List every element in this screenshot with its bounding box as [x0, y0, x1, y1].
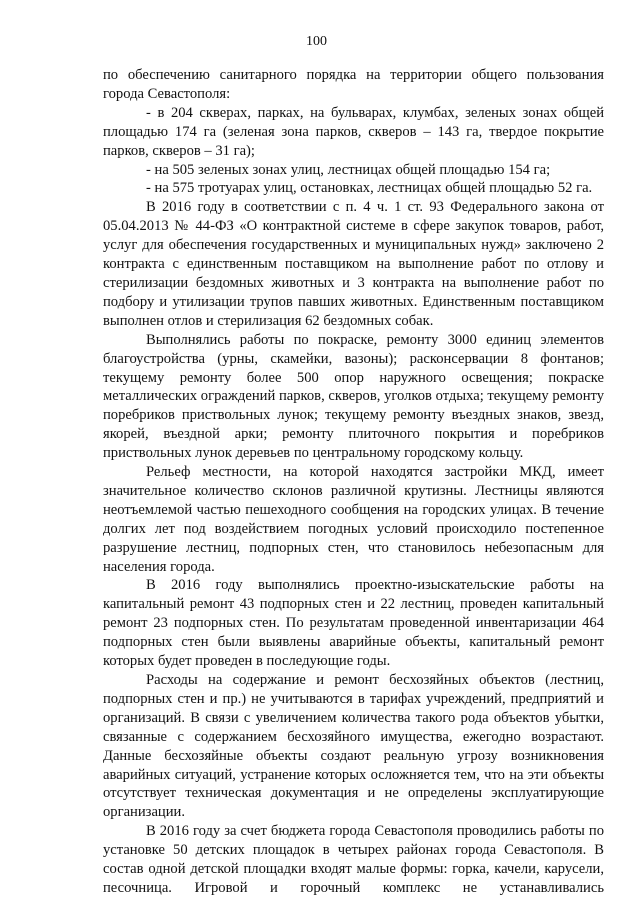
paragraph-playgrounds: В 2016 году за счет бюджета города Севастополя проводились работы по установке 50 детских площадок в четырех районах города Севастополя. В состав одной детской площадки входят малые формы: горка, качели, карусели, песочница. Игровой и горочный комплекс не устанавливались — [103, 823, 604, 896]
paragraph-green-zones-list-item: - на 505 зеленых зонах улиц, лестницах общей площадью 154 га; — [146, 161, 551, 178]
paragraph-sanitary-intro: по обеспечению санитарного порядка на территории общего пользования города Севастополя: — [103, 67, 604, 102]
page-body — [103, 66, 604, 898]
page-number: 100 — [306, 34, 327, 49]
paragraph-parks-list-item: - в 204 скверах, парках, на бульварах, клумбах, зеленых зонах общей площадью 174 га (зеленая зона парков, скверов – 143 га, твердое покрытие парков, скверов – 31 га); — [103, 104, 604, 159]
paragraph-retaining-walls: В 2016 году выполнялись проектно-изыскательские работы на капитальный ремонт 43 подпорных стен и 22 лестниц, проведен капитальный ремонт 23 подпорных стен. По результатам проведенной инвентаризации 464 подпорных стен были выявлены аварийные объекты, капитальный ремонт которых будет проведен в последующие годы. — [103, 577, 604, 670]
paragraph-ownerless-objects: Расходы на содержание и ремонт бесхозяйных объектов (лестниц, подпорных стен и пр.) не учитываются в тарифах учреждений, предприятий и организаций. В связи с увеличением количества такого рода объектов убытки, связанные с содержанием бесхозяйного имущества, ежегодно возрастают. Данные бесхозяйные объекты создают реальную угрозу возникновения аварийных ситуаций, устранение которых осложняется тем, что на эти объекты отсутствует техническая документация и не определены эксплуатирующие организации. — [103, 672, 604, 821]
paragraph-repair-works: Выполнялись работы по покраске, ремонту 3000 единиц элементов благоустройства (урны, скамейки, вазоны); расконсервации 8 фонтанов; текущему ремонту более 500 опор наружного освещения; покраске металлических ограждений парков, скверов, уголков отдыха; текущему ремонту поребриков приствольных лунок; текущему ремонту въездных знаков, звезд, якорей, въездной арки; ремонту плиточного покрытия и поребриков приствольных лунок деревьев по центральному городскому кольцу. — [103, 331, 604, 462]
paragraph-animal-contracts: В 2016 году в соответствии с п. 4 ч. 1 ст. 93 Федерального закона от 05.04.2013 № 44-ФЗ «О контрактной системе в сфере закупок товаров, работ, услуг для обеспечения государственных и муниципальных нужд» заключено 2 контракта с единственным поставщиком на выполнение работ по отлову и стерилизации бездомных животных и 3 контракта на выполнение работ по подбору и утилизации трупов павших животных. Единственным поставщиком выполнен отлов и стерилизация 62 бездомных собак. — [103, 199, 604, 329]
paragraph-relief-stairs: Рельеф местности, на которой находятся застройки МКД, имеет значительное количество склонов различной крутизны. Лестницы являются неотъемлемой частью пешеходного сообщения на городских улицах. В течение долгих лет под воздействием погодных условий происходило постепенное разрушение лестниц, подпорных стен, что становилось небезопасным для населения города. — [103, 464, 604, 575]
paragraph-sidewalks-list-item: - на 575 тротуарах улиц, остановках, лестницах общей площадью 52 га. — [146, 180, 593, 197]
